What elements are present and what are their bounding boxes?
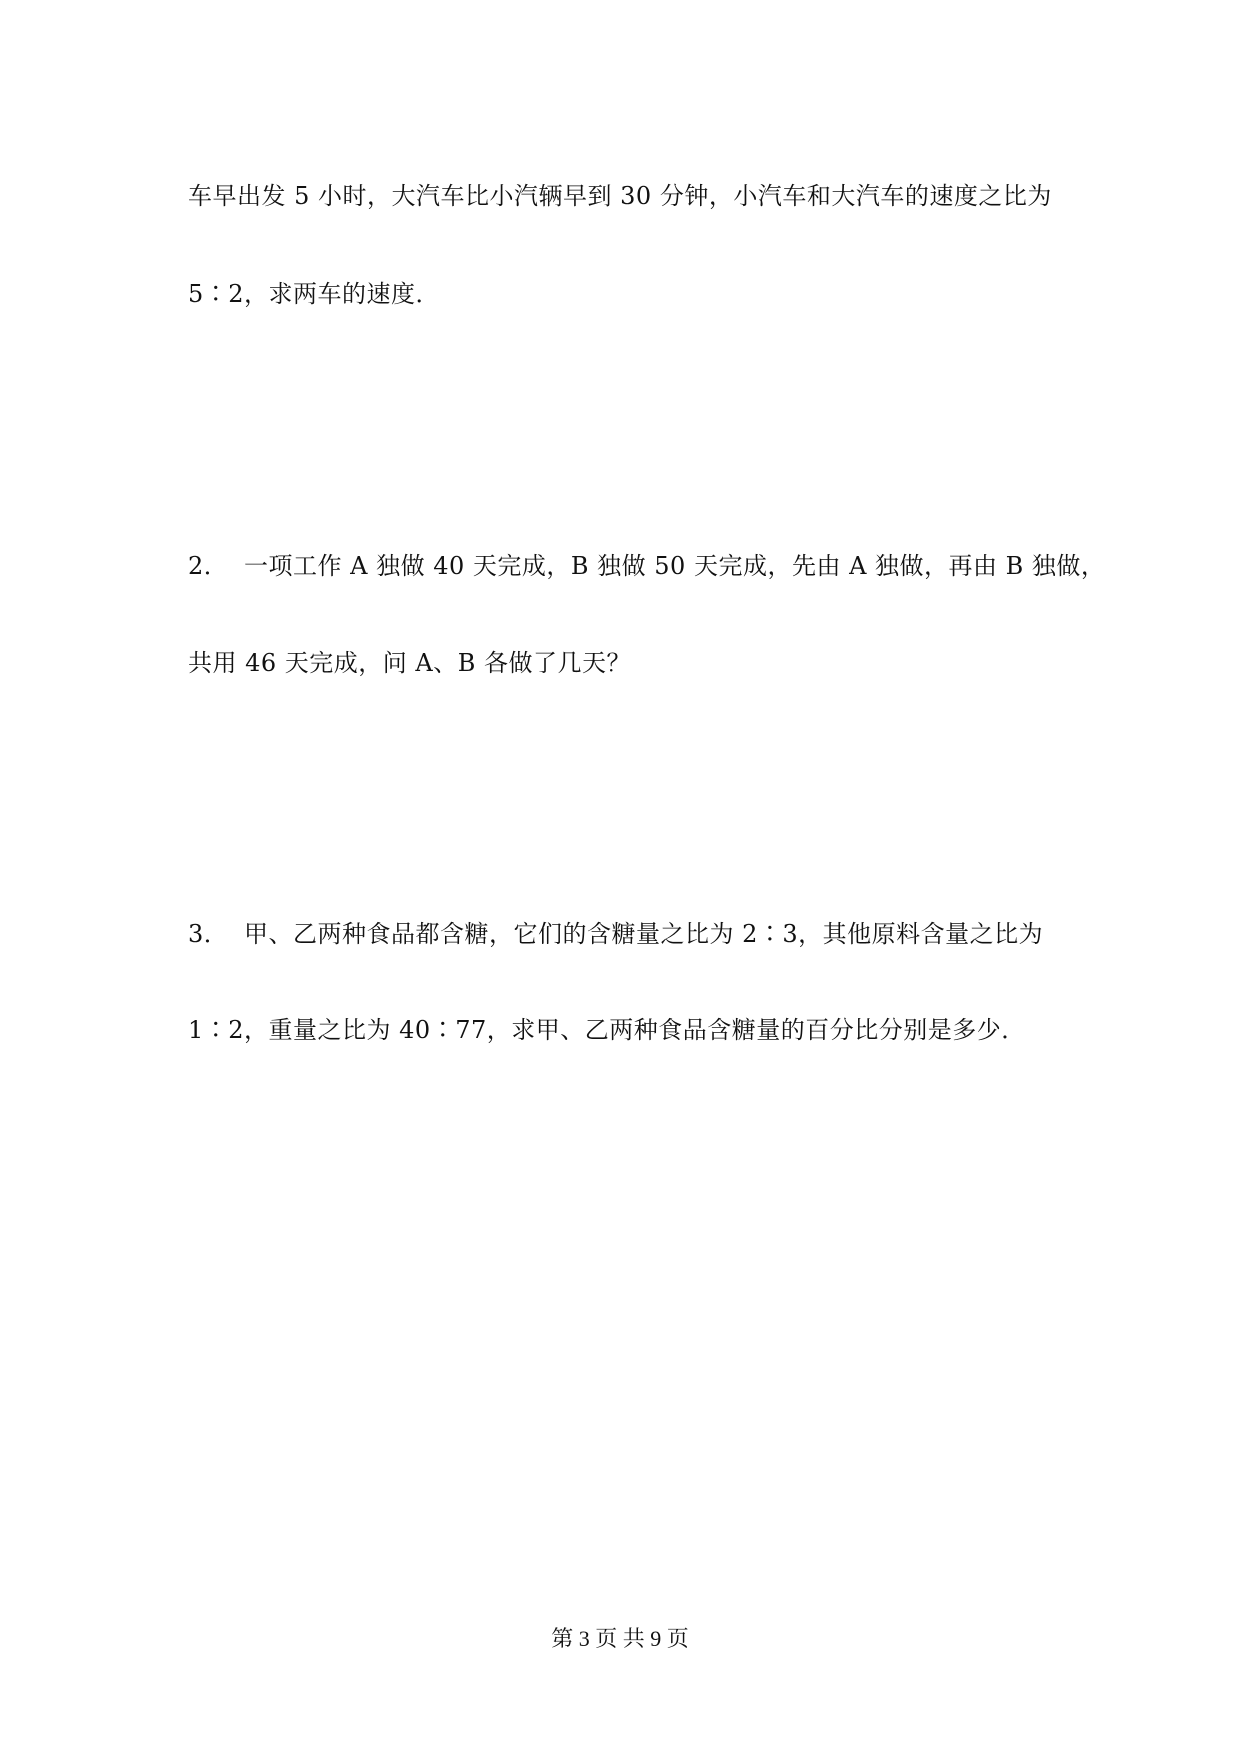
problem-2-text-1: 一项工作 A 独做 40 天完成，B 独做 50 天完成，先由 A 独做，再由 B 独做， — [244, 552, 1106, 580]
problem-1-line-2: 5∶2，求两车的速度． — [188, 280, 441, 308]
problem-1-line-1: 车早出发 5 小时，大汽车比小汽辆早到 30 分钟，小汽车和大汽车的速度之比为 — [188, 182, 1052, 210]
problem-3-line-2: 1∶2，重量之比为 40∶77，求甲、乙两种食品含糖量的百分比分别是多少． — [188, 1016, 1026, 1044]
problem-2-line-2: 共用 46 天完成，问 A、B 各做了几天？ — [188, 649, 632, 677]
problem-2-line-1 — [188, 550, 1105, 582]
problem-3-number: 3． — [188, 920, 229, 948]
page-footer: 第 3 页 共 9 页 — [551, 1626, 689, 1651]
problem-2-number: 2． — [188, 552, 229, 580]
problem-3-line-1 — [188, 918, 1043, 950]
problem-3-text-1: 甲、乙两种食品都含糖，它们的含糖量之比为 2∶3，其他原料含量之比为 — [244, 920, 1044, 948]
